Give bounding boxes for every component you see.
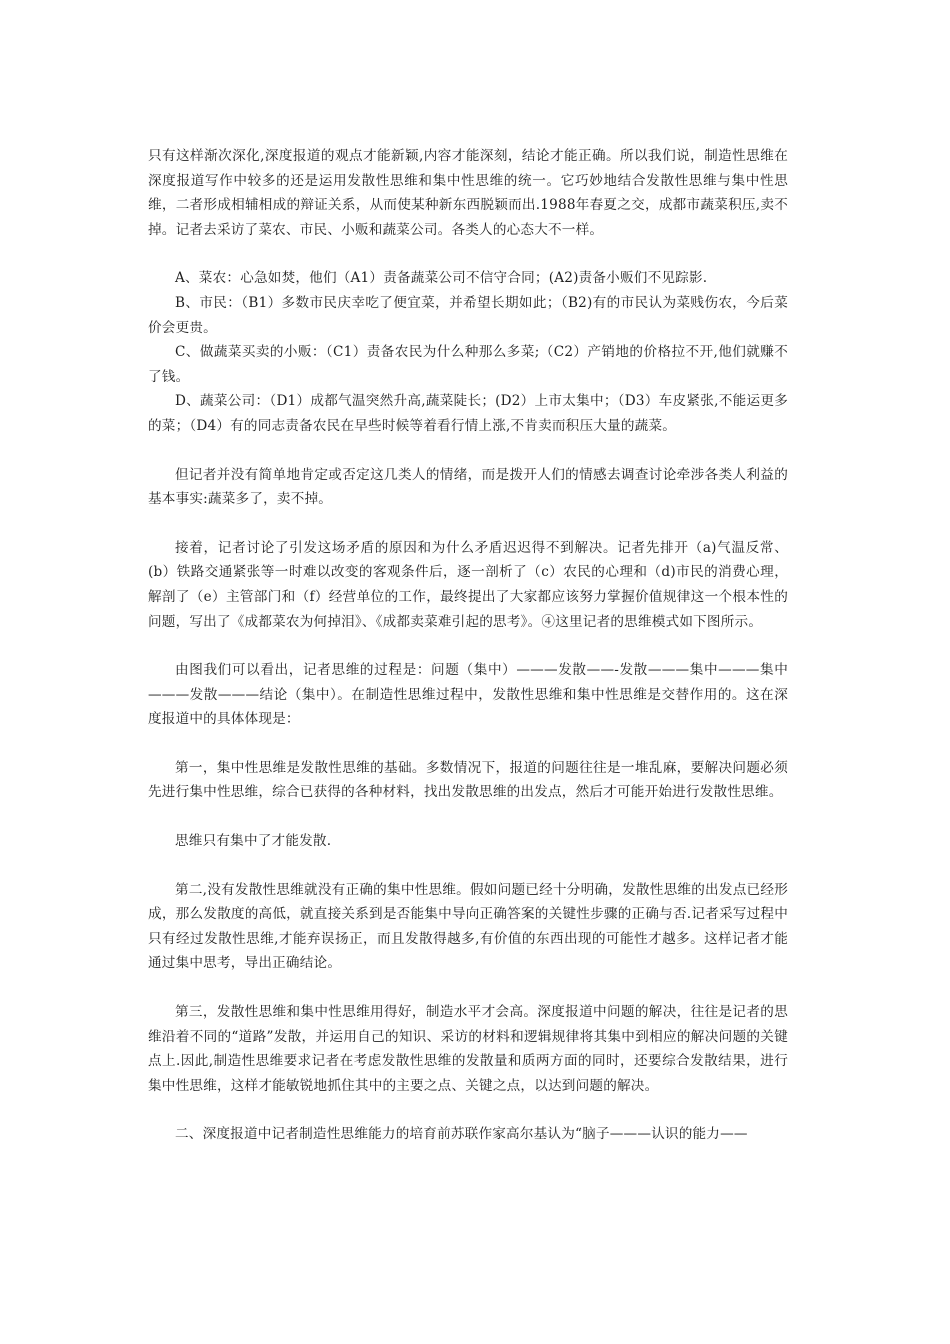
paragraph-analysis: 接着，记者讨论了引发这场矛盾的原因和为什么矛盾迟迟得不到解决。记者先排开（a)气温反常、(b）铁路交通紧张等一时难以改变的客观条件后，逐一剖析了（c）农民的心理和（d)市民的消费心理，解剖了（e）主管部门和（f）经营单位的工作，最终提出了大家都应该努力掌握价值规律这一个根本性的问题，写出了《成都菜农为何掉泪》、《成都卖菜难引起的思考》。④这里记者的思维模式如下图所示。: [148, 539, 788, 630]
paragraph-reporter-stance: 但记者并没有简单地肯定或否定这几类人的情绪，而是拨开人们的情感去调查讨论牵涉各类人利益的基本事实:蔬菜多了，卖不掉。: [148, 466, 788, 508]
list-item-farmers: A、菜农：心急如焚，他们（A1）责备蔬菜公司不信守合同；(A2)责备小贩们不见踪影.: [175, 270, 708, 287]
paragraph-thinking-process: 由图我们可以看出，记者思维的过程是：问题（集中）———发散——-发散———集中———集中———发散———结论（集中）。在制造性思维过程中，发散性思维和集中性思维是交替作用的。这在深度报道中的具体体现是：: [148, 662, 788, 728]
paragraph-intro: 只有这样渐次深化,深度报道的观点才能新颖,内容才能深刻，结论才能正确。所以我们说，制造性思维在深度报道写作中较多的还是运用发散性思维和集中性思维的统一。它巧妙地结合发散性思维与集中性思维，二者形成相辅相成的辩证关系，从而使某种新东西脱颖而出.1988年春夏之交，成都市蔬菜积压,卖不掉。记者去采访了菜农、市民、小贩和蔬菜公司。各类人的心态大不一样。: [148, 148, 788, 238]
paragraph-point-three: 第三，发散性思维和集中性思维用得好，制造水平才会高。深度报道中问题的解决，往往是记者的思维沿着不同的“道路”发散，并运用自己的知识、采访的材料和逻辑规律将其集中到相应的解决问题的关键点上.因此,制造性思维要求记者在考虑发散性思维的发散量和质两方面的同时，还要综合发散结果，进行集中性思维，这样才能敏锐地抓住其中的主要之点、关键之点，以达到问题的解决。: [148, 1004, 788, 1094]
list-item-vendors: C、做蔬菜买卖的小贩：（C1）责备农民为什么种那么多菜;（C2）产销地的价格拉不开,他们就赚不了钱。: [148, 344, 788, 385]
document-body: [148, 144, 788, 1147]
paragraph-short-note: 思维只有集中了才能发散.: [175, 833, 332, 850]
paragraph-point-one: 第一，集中性思维是发散性思维的基础。多数情况下，报道的问题往往是一堆乱麻，要解决问题必须先进行集中性思维，综合已获得的各种材料，找出发散思维的出发点，然后才可能开始进行发散性思维。: [148, 759, 788, 801]
section-heading-two: 二、深度报道中记者制造性思维能力的培育前苏联作家高尔基认为“脑子———认识的能力——: [175, 1126, 748, 1143]
paragraph-point-two: 第二,没有发散性思维就没有正确的集中性思维。假如问题已经十分明确，发散性思维的出发点已经形成，那么发散度的高低，就直接关系到是否能集中导向正确答案的关键性步骤的正确与否.记者采写过程中只有经过发散性思维,才能弃误扬正，而且发散得越多,有价值的东西出现的可能性才越多。这样记者才能通过集中思考，导出正确结论。: [148, 881, 788, 972]
list-item-vegetable-company: D、蔬菜公司：（D1）成都气温突然升高,蔬菜陡长；(D2）上市太集中；（D3）车皮紧张,不能运更多的菜；（D4）有的同志责备农民在早些时候等着看行情上涨,不肯卖而积压大量的蔬菜。: [148, 393, 788, 434]
list-item-citizens: B、市民：（B1）多数市民庆幸吃了便宜菜，并希望长期如此；（B2)有的市民认为菜贱伤农，今后菜价会更贵。: [148, 294, 788, 336]
